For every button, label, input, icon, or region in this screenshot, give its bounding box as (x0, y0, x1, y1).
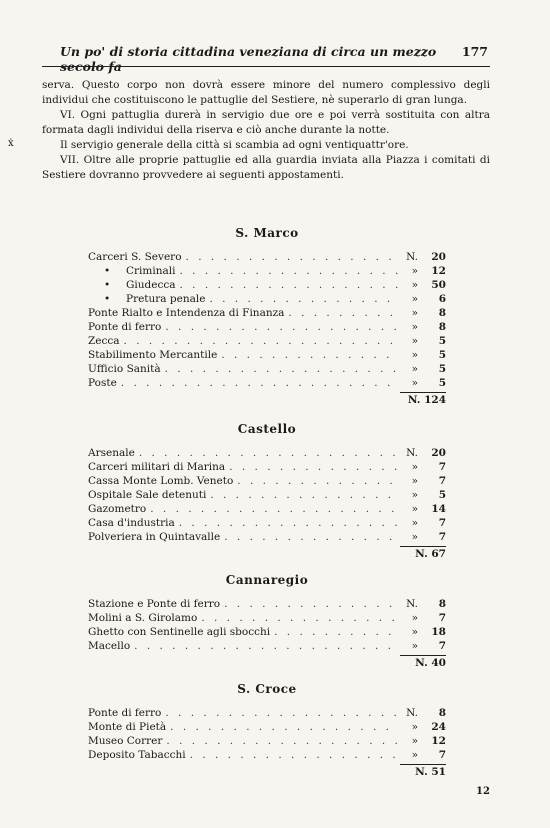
intro-text (42, 78, 490, 183)
post-name: Monte di Pietà (88, 721, 167, 733)
section-total (88, 655, 446, 669)
post-name: Zecca (88, 335, 120, 347)
count-prefix: » (411, 377, 418, 389)
count-prefix: » (411, 475, 418, 487)
post-name: Criminali (126, 265, 176, 277)
count-value: 7 (438, 640, 446, 652)
table-row (88, 264, 446, 278)
total-value: N. 51 (400, 764, 446, 778)
count-value: 20 (431, 251, 446, 263)
intro-paragraph: serva. Questo corpo non dovrà essere minore del numero complessivo degli individui che costituiscono le pattuglie del Sestiere, nè superarlo di gran lunga. (42, 79, 490, 106)
running-title: Un po' di storia cittadina veneziana di circa un mezzo secolo fa (60, 44, 437, 74)
table-row (88, 474, 446, 488)
section-title: Castello (237, 422, 297, 436)
count-prefix: » (411, 749, 418, 761)
post-name: Ghetto con Sentinelle agli sbocchi (88, 626, 271, 638)
table-row (88, 516, 446, 530)
section-total (88, 764, 446, 778)
total-value: N. 67 (400, 546, 446, 560)
bullet-icon: • (104, 265, 111, 277)
post-name: Molini a S. Girolamo (88, 612, 198, 624)
section-total (88, 546, 446, 560)
count-value: 5 (438, 363, 446, 375)
leader-dots (229, 460, 398, 474)
table-row (88, 639, 446, 653)
leader-dots (170, 720, 398, 734)
count-value: 7 (438, 749, 446, 761)
post-name: Museo Correr (88, 735, 163, 747)
leader-dots (186, 250, 398, 264)
post-name: Polveriera in Quintavalle (88, 531, 221, 543)
table-row (88, 748, 446, 762)
table-row (88, 446, 446, 460)
leader-dots (224, 530, 398, 544)
count-value: 7 (438, 612, 446, 624)
post-name: Ospitale Sale detenuti (88, 489, 207, 501)
count-prefix: » (411, 349, 418, 361)
count-prefix: » (411, 363, 418, 375)
count-value: 14 (431, 503, 446, 515)
section-title: Cannaregio (225, 573, 309, 587)
count-prefix: » (411, 489, 418, 501)
count-prefix: » (411, 626, 418, 638)
table-row (88, 720, 446, 734)
bullet-icon: • (104, 279, 111, 291)
leader-dots (165, 362, 398, 376)
post-name: Pretura penale (126, 293, 206, 305)
section-3 (88, 682, 446, 778)
leader-dots (179, 516, 398, 530)
bullet-icon: • (104, 293, 111, 305)
post-name: Gazometro (88, 503, 147, 515)
count-prefix: » (411, 612, 418, 624)
leader-dots (179, 264, 398, 278)
count-prefix: » (411, 321, 418, 333)
count-prefix: N. (406, 707, 418, 719)
post-name: Poste (88, 377, 117, 389)
count-value: 50 (431, 279, 446, 291)
post-name: Casa d'industria (88, 517, 175, 529)
leader-dots (165, 706, 398, 720)
section-title: S. Croce (237, 682, 297, 696)
post-name: Ponte di ferro (88, 321, 162, 333)
post-name: Stazione e Ponte di ferro (88, 598, 221, 610)
count-prefix: » (411, 640, 418, 652)
post-name: Stabilimento Mercantile (88, 349, 218, 361)
leader-dots (201, 611, 398, 625)
count-value: 8 (438, 707, 446, 719)
count-prefix: » (411, 461, 418, 473)
table-row (88, 348, 446, 362)
leader-dots (274, 625, 398, 639)
post-name: Carceri militari di Marina (88, 461, 226, 473)
leader-dots (209, 292, 398, 306)
leader-dots (224, 597, 398, 611)
table-row (88, 488, 446, 502)
page-number: 177 (461, 44, 488, 59)
table-row (88, 597, 446, 611)
leader-dots (121, 376, 398, 390)
count-prefix: N. (406, 251, 418, 263)
count-value: 20 (431, 447, 446, 459)
post-name: Deposito Tabacchi (88, 749, 186, 761)
post-name: Ponte Rialto e Intendenza di Finanza (88, 307, 285, 319)
post-name: Macello (88, 640, 131, 652)
intro-paragraph: Il servigio generale della città si scambia ad ogni ventiquattr'ore. (60, 139, 409, 151)
count-prefix: N. (406, 447, 418, 459)
count-value: 12 (431, 265, 446, 277)
count-value: 8 (438, 307, 446, 319)
leader-dots (166, 734, 398, 748)
section-0 (88, 226, 446, 406)
count-prefix: » (411, 265, 418, 277)
leader-dots (134, 639, 398, 653)
count-value: 18 (431, 626, 446, 638)
table-row (88, 250, 446, 264)
count-value: 8 (438, 321, 446, 333)
section-2 (88, 573, 446, 669)
leader-dots (179, 278, 398, 292)
count-value: 8 (438, 598, 446, 610)
count-value: 5 (438, 377, 446, 389)
table-row (88, 334, 446, 348)
count-prefix: » (411, 279, 418, 291)
leader-dots (150, 502, 398, 516)
leader-dots (221, 348, 398, 362)
leader-dots (165, 320, 398, 334)
table-row (88, 734, 446, 748)
running-header (60, 44, 488, 74)
section-1 (88, 422, 446, 560)
count-prefix: » (411, 531, 418, 543)
count-value: 6 (438, 293, 446, 305)
leader-dots (288, 306, 398, 320)
post-name: Ponte di ferro (88, 707, 162, 719)
count-prefix: » (411, 721, 418, 733)
post-name: Carceri S. Severo (88, 251, 182, 263)
leader-dots (124, 334, 398, 348)
count-prefix: » (411, 517, 418, 529)
count-value: 7 (438, 475, 446, 487)
intro-paragraph: VI. Ogni pattuglia durerà in servigio due ore e poi verrà sostituita con altra formata dagli individui della riserva e ciò anche durante la notte. (42, 109, 490, 136)
count-value: 7 (438, 531, 446, 543)
table-row (88, 706, 446, 720)
table-row (88, 278, 446, 292)
post-name: Arsenale (88, 447, 135, 459)
margin-mark: ẋ (8, 138, 14, 149)
count-prefix: » (411, 307, 418, 319)
count-value: 5 (438, 349, 446, 361)
count-prefix: » (411, 735, 418, 747)
table-row (88, 530, 446, 544)
table-row (88, 362, 446, 376)
intro-paragraph: VII. Oltre alle proprie pattuglie ed alla guardia inviata alla Piazza i comitati di Sestiere dovranno provvedere ai seguenti appostamenti. (42, 154, 490, 181)
table-row (88, 376, 446, 390)
post-name: Cassa Monte Lomb. Veneto (88, 475, 234, 487)
table-row (88, 306, 446, 320)
table-row (88, 625, 446, 639)
section-total (88, 392, 446, 406)
post-name: Ufficio Sanità (88, 363, 161, 375)
count-value: 5 (438, 335, 446, 347)
count-value: 5 (438, 489, 446, 501)
section-title: S. Marco (235, 226, 299, 240)
post-name: Giudecca (126, 279, 176, 291)
table-row (88, 611, 446, 625)
table-row (88, 460, 446, 474)
table-row (88, 292, 446, 306)
signature-mark: 12 (476, 786, 490, 797)
count-prefix: » (411, 503, 418, 515)
header-rule (42, 66, 490, 67)
table-row (88, 320, 446, 334)
leader-dots (139, 446, 398, 460)
total-value: N. 40 (400, 655, 446, 669)
table-row (88, 502, 446, 516)
total-value: N. 124 (400, 392, 446, 406)
leader-dots (237, 474, 398, 488)
count-prefix: » (411, 335, 418, 347)
count-prefix: N. (406, 598, 418, 610)
count-value: 24 (431, 721, 446, 733)
leader-dots (190, 748, 398, 762)
count-value: 12 (431, 735, 446, 747)
count-value: 7 (438, 517, 446, 529)
leader-dots (210, 488, 398, 502)
count-prefix: » (411, 293, 418, 305)
count-value: 7 (438, 461, 446, 473)
